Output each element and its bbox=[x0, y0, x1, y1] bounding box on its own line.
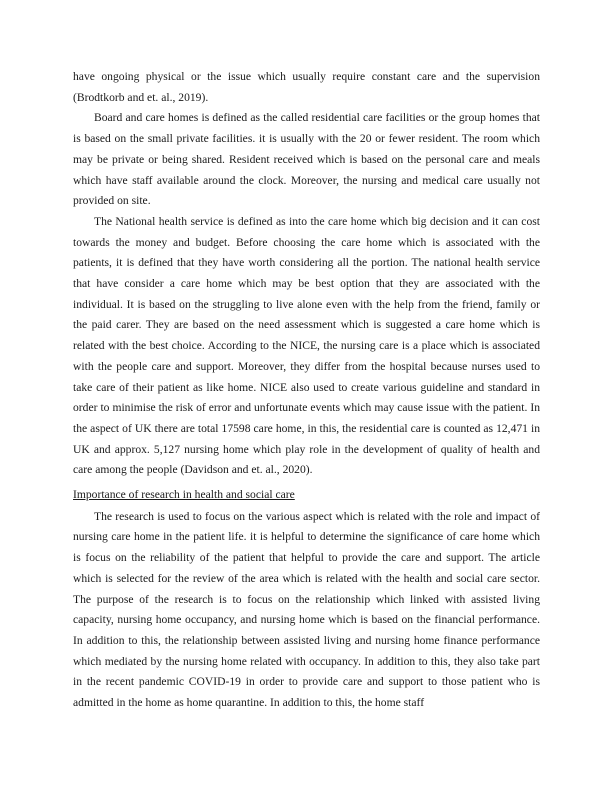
paragraph-research-focus: The research is used to focus on the various aspect which is related with the role and impact of nursing care home in the patient life. it is helpful to determine the significance of care home which is focus on the reliability of the patient that helpful to provide the care and support. The article which is selected for the review of the area which is related with the health and social care sector. The purpose of the research is to focus on the relationship which linked with assisted living capacity, nursing home occupancy, and nursing home which is based on the financial performance. In addition to this, the relationship between assisted living and nursing home finance performance which mediated by the nursing home related with occupancy. In addition to this, they also take part in the recent pandemic COVID-19 in order to provide care and support to those patient who is admitted in the home as home quarantine. In addition to this, the home staff bbox=[73, 509, 540, 710]
section-heading: Importance of research in health and social care bbox=[73, 488, 295, 502]
paragraph-continuation: have ongoing physical or the issue which usually require constant care and the supervision (Brodtkorb and et. al., 2019). bbox=[73, 70, 540, 104]
paragraph-national-health-service: The National health service is defined as into the care home which big decision and it can cost towards the money and budget. Before choosing the care home which is associated with the patients, it is defined that they have worth considering all the portion. The national health service that have consider a care home which may be best option that they are associated with the individual. It is based on the struggling to live alone even with the help from the friend, family or the paid carer. They are based on the need assessment which is suggested a care home which is related with the best choice. According to the NICE, the nursing care is a place which is associated with the people care and support. Moreover, they differ from the hospital because nurses used to take care of their patient as like home. NICE also used to create various guideline and standard in order to minimise the risk of error and unfortunate events which may cause issue with the patient. In the aspect of UK there are total 17598 care home, in this, the residential care is counted as 12,471 in UK and approx. 5,127 nursing home which play role in the development of quality of health and care among the people (Davidson and et. al., 2020). bbox=[73, 214, 540, 477]
paragraph-board-and-care-homes: Board and care homes is defined as the called residential care facilities or the group homes that is based on the small private facilities. it is usually with the 20 or fewer resident. The room which may be private or being shared. Resident received which is based on the personal care and meals which have staff available around the clock. Moreover, the nursing and medical care usually not provided on site. bbox=[73, 111, 540, 208]
page-body bbox=[73, 67, 540, 714]
